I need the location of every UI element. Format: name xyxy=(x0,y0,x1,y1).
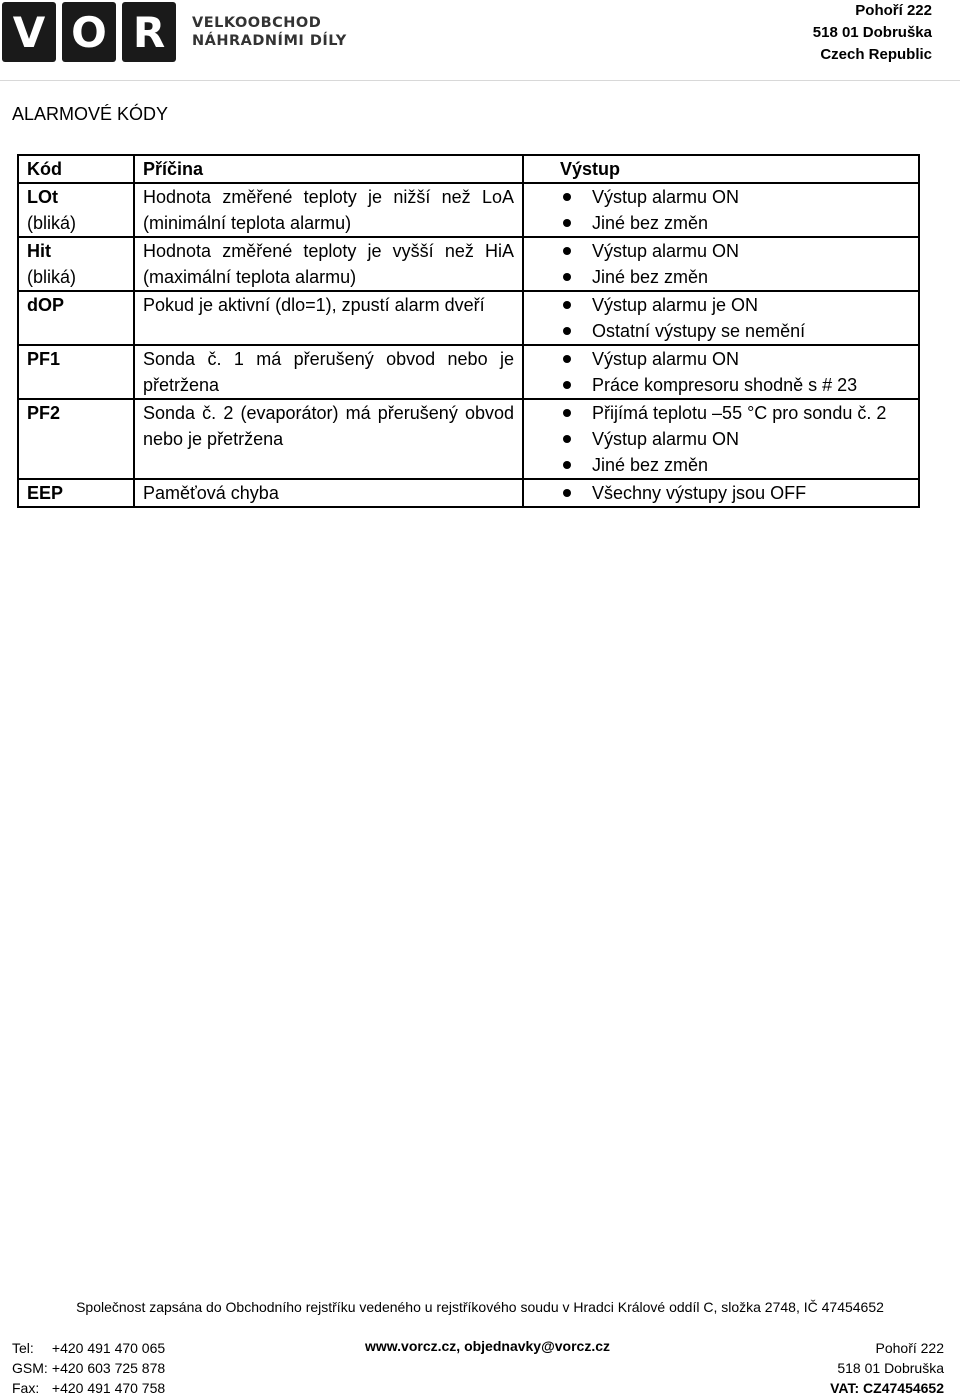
alarm-code-cell xyxy=(18,479,134,507)
contact-value: +420 491 470 065 xyxy=(51,1340,166,1356)
company-logo xyxy=(2,2,347,62)
column-header-code: Kód xyxy=(18,155,134,183)
alarm-output-cell xyxy=(523,183,919,237)
logo-letter-r: R xyxy=(122,2,176,62)
logo-line-2: NÁHRADNÍMI DÍLY xyxy=(192,33,347,49)
alarm-code: EEP xyxy=(27,483,64,503)
table-header-row xyxy=(18,155,919,183)
footer-vat: VAT: CZ47454652 xyxy=(830,1380,944,1396)
output-item: Jiné bez změn xyxy=(592,210,910,236)
alarm-code: LOt xyxy=(27,187,58,207)
header-address xyxy=(813,0,932,66)
alarm-cause: Sonda č. 2 (evaporátor) má přerušený obvod nebo je přetržena xyxy=(134,399,523,479)
footer-web-email: www.vorcz.cz, objednavky@vorcz.cz xyxy=(365,1338,610,1354)
output-item: Výstup alarmu je ON xyxy=(592,292,910,318)
table-row xyxy=(18,291,919,345)
table-row xyxy=(18,237,919,291)
alarm-code-note: (bliká) xyxy=(27,213,77,233)
output-item: Výstup alarmu ON xyxy=(592,346,910,372)
alarm-code-cell xyxy=(18,345,134,399)
alarm-output-cell xyxy=(523,237,919,291)
alarm-output-cell xyxy=(523,345,919,399)
table-row xyxy=(18,479,919,507)
output-item: Práce kompresoru shodně s # 23 xyxy=(592,372,910,398)
alarm-code-cell xyxy=(18,237,134,291)
output-item: Jiné bez změn xyxy=(592,264,910,290)
output-item: Výstup alarmu ON xyxy=(592,238,910,264)
footer-address-line: Pohoří 222 xyxy=(875,1340,944,1356)
logo-letter-o: O xyxy=(62,2,116,62)
contact-phone xyxy=(12,1338,165,1358)
contact-label: GSM: xyxy=(12,1360,48,1376)
contact-value: +420 603 725 878 xyxy=(51,1360,166,1376)
alarm-code: dOP xyxy=(27,295,65,315)
alarm-output-cell xyxy=(523,399,919,479)
table-row xyxy=(18,345,919,399)
column-header-output-label: Výstup xyxy=(560,159,621,179)
page-title: ALARMOVÉ KÓDY xyxy=(12,104,169,124)
output-list xyxy=(532,480,910,506)
contact-value: +420 491 470 758 xyxy=(51,1380,166,1396)
alarm-output-cell xyxy=(523,291,919,345)
footer-address xyxy=(830,1338,944,1398)
output-list xyxy=(532,238,910,290)
output-item: Přijímá teplotu –55 °C pro sondu č. 2 xyxy=(592,400,910,426)
logo-line-1: VELKOOBCHOD xyxy=(192,15,322,31)
output-item: Výstup alarmu ON xyxy=(592,184,910,210)
alarm-code-note: (bliká) xyxy=(27,267,77,287)
header-address-line: 518 01 Dobruška xyxy=(812,24,932,41)
header-address-line: Czech Republic xyxy=(820,46,932,63)
logo-tagline xyxy=(192,14,347,50)
alarm-output-cell xyxy=(523,479,919,507)
output-list xyxy=(532,400,910,478)
output-list xyxy=(532,346,910,398)
alarm-code: Hit xyxy=(27,241,51,261)
column-header-output xyxy=(523,155,919,183)
alarm-cause: Sonda č. 1 má přerušený obvod nebo je přetržena xyxy=(134,345,523,399)
output-item: Výstup alarmu ON xyxy=(592,426,910,452)
logo-letter-v: V xyxy=(2,2,56,62)
alarm-cause: Paměťová chyba xyxy=(134,479,523,507)
output-list xyxy=(532,184,910,236)
header-divider xyxy=(0,80,960,81)
alarm-codes-table xyxy=(17,154,920,508)
output-item: Jiné bez změn xyxy=(592,452,910,478)
contact-label: Tel: xyxy=(12,1340,34,1356)
alarm-code-cell xyxy=(18,399,134,479)
output-item: Ostatní výstupy se nemění xyxy=(592,318,910,344)
company-registration: Společnost zapsána do Obchodního rejstříku vedeného u rejstříkového soudu v Hradci Králové oddíl C, složka 2748, IČ 47454652 xyxy=(76,1299,884,1315)
footer-contacts xyxy=(12,1338,165,1398)
alarm-cause: Pokud je aktivní (dlo=1), zpustí alarm dveří xyxy=(134,291,523,345)
contact-label: Fax: xyxy=(12,1380,40,1396)
alarm-cause: Hodnota změřené teploty je vyšší než HiA (maximální teplota alarmu) xyxy=(134,237,523,291)
header-address-line: Pohoří 222 xyxy=(855,2,932,19)
alarm-cause: Hodnota změřené teploty je nižší než LoA (minimální teplota alarmu) xyxy=(134,183,523,237)
alarm-code: PF2 xyxy=(27,403,61,423)
alarm-code: PF1 xyxy=(27,349,61,369)
column-header-cause: Příčina xyxy=(134,155,523,183)
alarm-code-cell xyxy=(18,183,134,237)
contact-fax xyxy=(12,1378,165,1398)
alarm-code-cell xyxy=(18,291,134,345)
table-row xyxy=(18,399,919,479)
table-row xyxy=(18,183,919,237)
footer-address-line: 518 01 Dobruška xyxy=(837,1360,944,1376)
output-list xyxy=(532,292,910,344)
output-item: Všechny výstupy jsou OFF xyxy=(592,480,910,506)
contact-gsm xyxy=(12,1358,165,1378)
